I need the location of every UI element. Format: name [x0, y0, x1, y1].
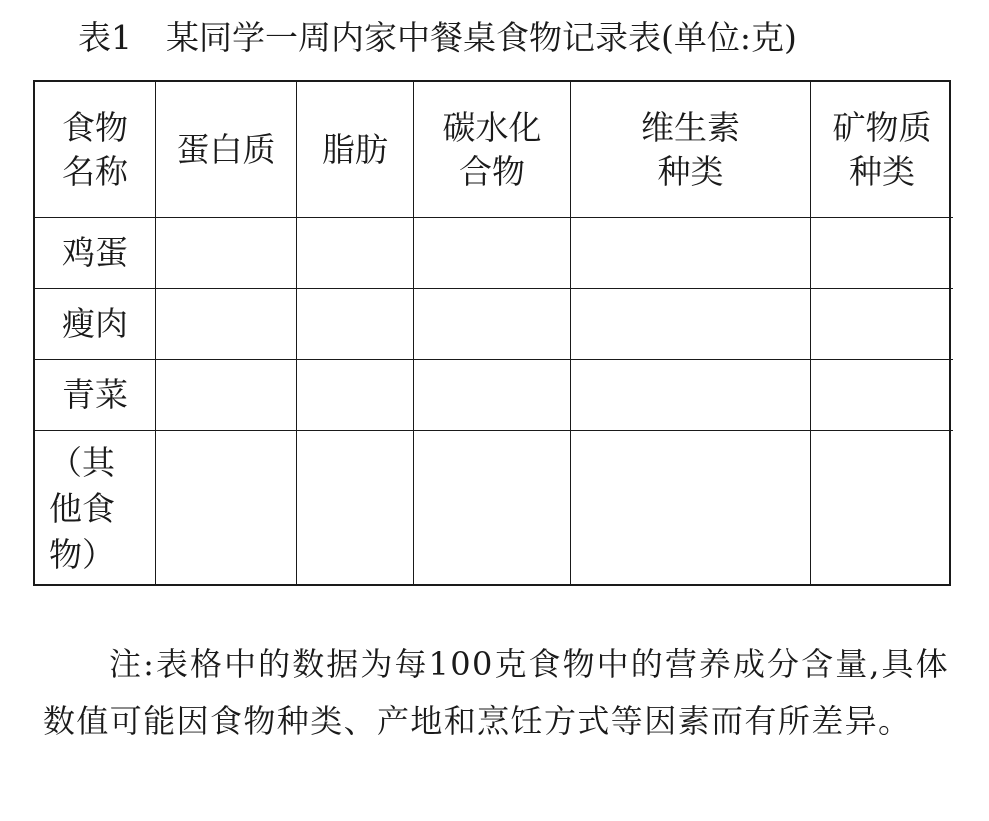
table-cell: [811, 218, 953, 289]
table-cell: [297, 289, 414, 360]
food-record-table: [33, 80, 951, 586]
table-cell: [414, 431, 571, 586]
header-fat: 脂肪: [297, 82, 414, 218]
table-cell: [811, 431, 953, 586]
header-food-name: 食物名称: [35, 82, 156, 218]
row-name-egg: 鸡蛋: [35, 218, 156, 289]
table-cell: [297, 218, 414, 289]
header-mineral-types: 矿物质种类: [811, 82, 953, 218]
table-cell: [571, 360, 811, 431]
table-cell: [414, 360, 571, 431]
row-name-other-food: （其他食物）: [35, 431, 156, 586]
table-title: 某同学一周内家中餐桌食物记录表(单位:克): [166, 18, 797, 57]
row-name-lean-meat: 瘦肉: [35, 289, 156, 360]
table-cell: [297, 431, 414, 586]
table-cell: [414, 218, 571, 289]
header-carbohydrate: 碳水化合物: [414, 82, 571, 218]
table-cell: [571, 431, 811, 586]
table-number: 表1: [78, 18, 132, 57]
table-cell: [811, 289, 953, 360]
row-name-greens: 青菜: [35, 360, 156, 431]
table-cell: [156, 289, 297, 360]
header-protein: 蛋白质: [156, 82, 297, 218]
table-cell: [156, 431, 297, 586]
header-vitamin-types: 维生素种类: [571, 82, 811, 218]
table-cell: [571, 289, 811, 360]
table-cell: [571, 218, 811, 289]
table-cell: [156, 218, 297, 289]
table-cell: [297, 360, 414, 431]
table-caption: [78, 14, 797, 62]
table-cell: [414, 289, 571, 360]
table-note: 注:表格中的数据为每100克食物中的营养成分含量,具体数值可能因食物种类、产地和烹饪方式等因素而有所差异。: [43, 645, 949, 740]
table-cell: [811, 360, 953, 431]
table-cell: [156, 360, 297, 431]
